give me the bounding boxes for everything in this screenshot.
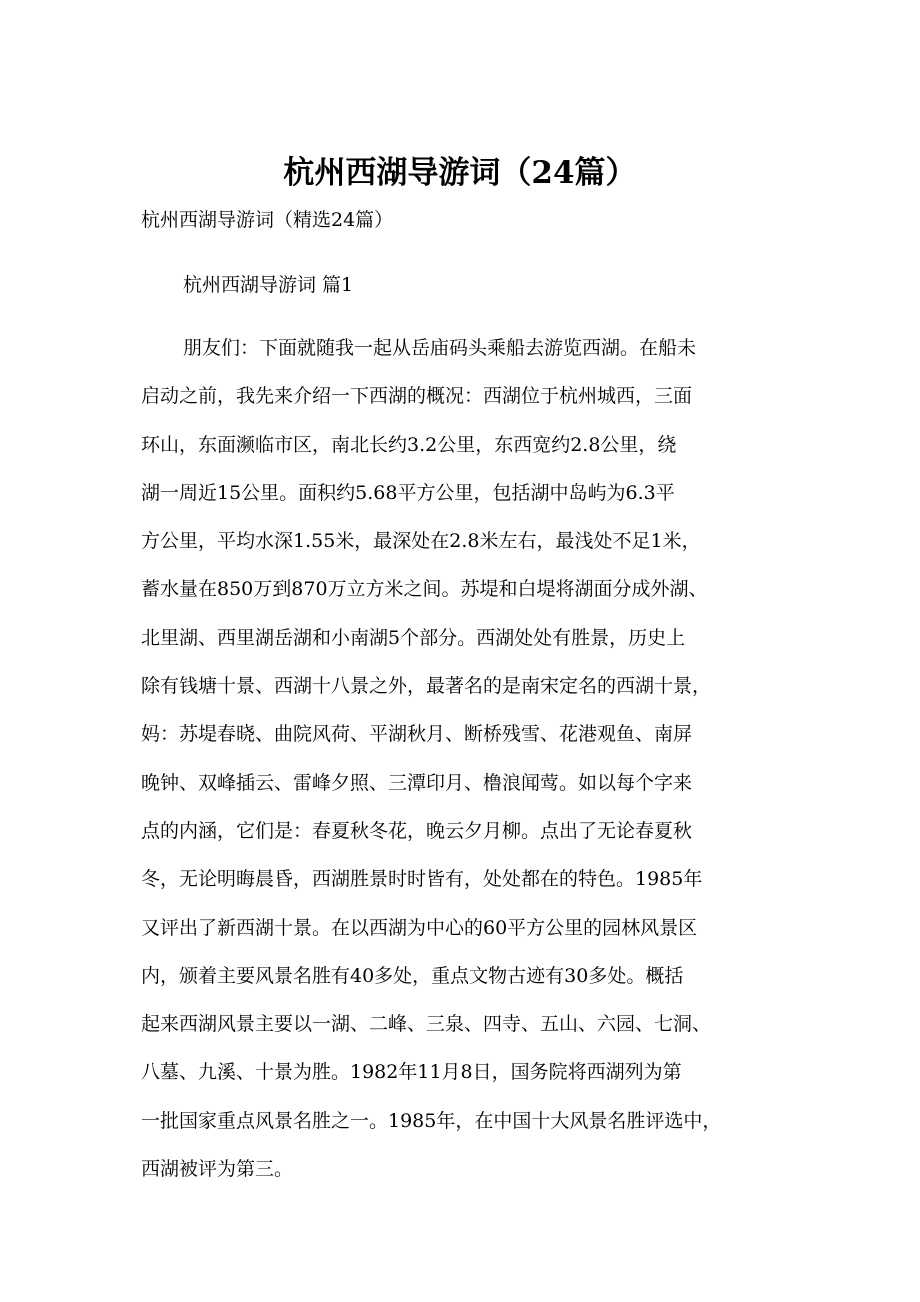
paragraph-line: 除有钱塘十景、西湖十八景之外，最著名的是南宋定名的西湖十景， — [141, 675, 712, 698]
document-subtitle: 杭州西湖导游词（精选24篇） — [141, 209, 394, 231]
paragraph-line: 起来西湖风景主要以一湖、二峰、三泉、四寺、五山、六园、七洞、 — [141, 1013, 712, 1036]
paragraph-line: 启动之前，我先来介绍一下西湖的概况：西湖位于杭州城西，三面 — [141, 385, 693, 408]
paragraph-line: 一批国家重点风景名胜之一。1985年，在中国十大风景名胜评选中， — [141, 1109, 722, 1132]
paragraph-line: 西湖被评为第三。 — [141, 1158, 294, 1181]
document-title: 杭州西湖导游词（24篇） — [283, 155, 637, 191]
paragraph-line: 妈：苏堤春晓、曲院风荷、平湖秋月、断桥残雪、花港观鱼、南屏 — [141, 723, 693, 746]
paragraph-line: 八墓、九溪、十景为胜。1982年11月8日，国务院将西湖列为第 — [141, 1061, 682, 1084]
paragraph-line: 朋友们：下面就随我一起从岳庙码头乘船去游览西湖。在船未 — [183, 337, 697, 359]
paragraph-line: 湖一周近15公里。面积约5.68平方公里，包括湖中岛屿为6.3平 — [141, 481, 675, 504]
paragraph-line: 北里湖、西里湖岳湖和小南湖5个部分。西湖处处有胜景，历史上 — [141, 626, 686, 649]
section-heading: 杭州西湖导游词 篇1 — [183, 274, 354, 296]
paragraph-line: 环山，东面濒临市区，南北长约3.2公里，东西宽约2.8公里，绕 — [141, 433, 677, 456]
paragraph-line: 方公里，平均水深1.55米，最深处在2.8米左右，最浅处不足1米， — [141, 530, 701, 553]
paragraph-line: 内，颁着主要风景名胜有40多处，重点文物古迹有30多处。概括 — [141, 964, 684, 987]
paragraph-line: 蓄水量在850万到870万立方米之间。苏堤和白堤将湖面分成外湖、 — [141, 578, 708, 601]
body-paragraph — [141, 333, 801, 1202]
paragraph-line: 冬，无论明晦晨昏，西湖胜景时时皆有，处处都在的特色。1985年 — [141, 868, 703, 891]
paragraph-line: 又评出了新西湖十景。在以西湖为中心的60平方公里的园林风景区 — [141, 916, 698, 939]
paragraph-line: 点的内涵，它们是：春夏秋冬花，晚云夕月柳。点出了无论春夏秋 — [141, 819, 693, 842]
paragraph-line: 晚钟、双峰插云、雷峰夕照、三潭印月、橹浪闻莺。如以每个字来 — [141, 771, 693, 794]
